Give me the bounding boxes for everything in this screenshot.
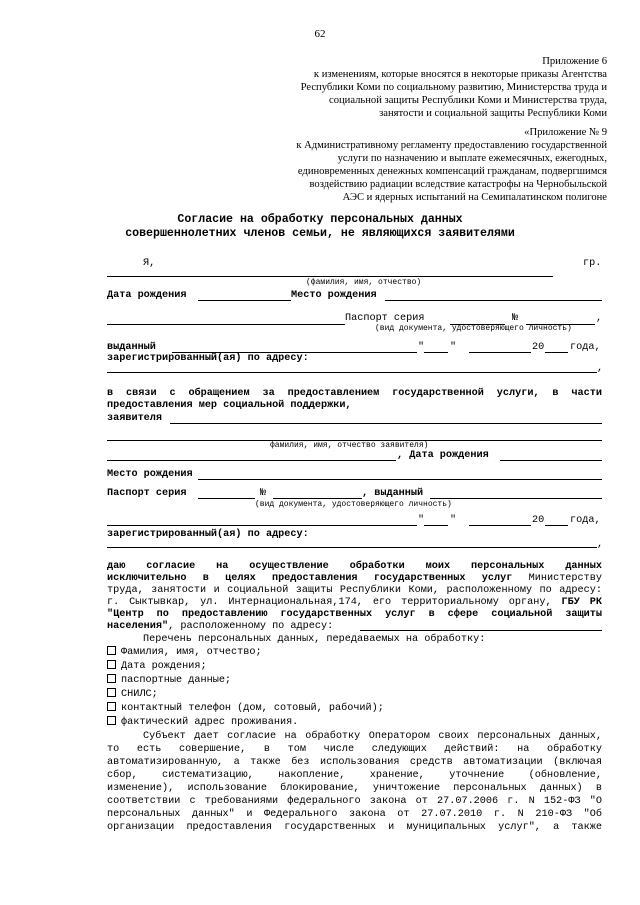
passport-series-field-2[interactable] [198,498,255,499]
comma: , [597,363,604,374]
applicant-caption: фамилия, имя, отчество заявителя) [270,441,429,450]
consent-line: труда, занятости и социальной защиты Республики Коми, расположенному по адресу: [107,585,602,596]
applicant-birth-date-field[interactable] [500,460,602,461]
checkbox-icon[interactable] [107,646,116,655]
issued-month-field-2[interactable] [469,525,531,526]
birth-date-label: Дата рождения [107,290,187,301]
consent-text: г. Сыктывкар, ул. Интернациональная,174, его территориальному органу, [107,597,552,608]
list-item [107,688,158,701]
issued-day-field[interactable] [424,352,448,353]
consent-bold-text: исключительно в целях предоставления государственных услуг [107,573,513,584]
appendix-9-line: единовременных денежных компенсаций гражданам, подвергшимся [297,166,607,177]
appendix-9-line: услуги по назначению и выплате ежемесячных, ежегодных, [337,153,607,164]
consent-line: "Центр по предоставлению государственных услуг в сфере социальной защиты [107,609,602,620]
year-prefix: 20 [532,342,545,353]
registered-label-2: зарегистрированный(ая) по адресу: [107,529,309,540]
checkbox-icon[interactable] [107,702,116,711]
list-intro: Перечень персональных данных, передаваемых на обработку: [143,634,486,645]
checkbox-icon[interactable] [107,674,116,683]
issued-month-field[interactable] [469,352,531,353]
checkbox-icon[interactable] [107,688,116,697]
document-subtitle: совершеннолетних членов семьи, не являющихся заявителями [125,227,515,240]
list-item [107,646,262,659]
list-item [107,702,384,715]
list-item-label: фактический адрес проживания. [121,717,299,728]
paragraph-line: автоматизированную, а также без использования средств автоматизации (включая [107,757,602,768]
registered-address-field[interactable] [107,372,597,373]
list-item-label: паспортные данные; [121,675,232,686]
issued-label: выданный [107,342,156,353]
appendix-6-line: социальной защиты Республики Коми и Министерства труда, [329,95,607,106]
birth-date-field[interactable] [198,300,291,301]
center-address-field[interactable] [360,630,602,631]
paragraph-line: изменение), использование блокирование, уничтожение персональных данных) в [107,783,602,794]
list-item-label: СНИЛС; [121,689,158,700]
year-suffix: года, [570,342,601,353]
passport-label-2: Паспорт серия [107,488,187,499]
passport-prefix-field[interactable] [107,324,345,325]
appendix-9-line: к Административному регламенту предоставлению государственной [296,140,607,151]
appendix-6-line: Республики Коми по социальному развитию, Министерства труда и [300,82,607,93]
birth-place-label-2: Место рождения [107,469,193,480]
checkbox-icon[interactable] [107,660,116,669]
appendix-6-line: Приложение 6 [542,56,607,67]
issued-by-field-2[interactable] [430,498,602,499]
paragraph-line: организации предоставления государственных и муниципальных услуг", а также [107,822,602,833]
paragraph-line: то есть совершение, в том числе следующих действий: на обработку [107,744,602,755]
doc-caption: (вид документа, удостоверяющего личность) [375,324,572,333]
gr-label: гр. [583,258,602,269]
consent-bold-text: ГБУ РК [551,597,602,608]
applicant-field[interactable] [170,423,602,424]
in-connection-text: в связи с обращением за предоставлением государственной услуги, в части [107,388,602,399]
registered-address-field-2[interactable] [107,547,597,548]
consent-text: Министерству [512,573,602,584]
comma-2: , [597,539,604,550]
in-connection-text-2: предоставления мер социальной поддержки, [107,400,352,411]
quote-close-2: " [450,515,457,526]
passport-label: Паспорт серия [345,313,425,324]
consent-bold-text: населения" [107,621,169,632]
checkbox-icon[interactable] [107,716,116,725]
birth-place-label: Место рождения [291,290,377,301]
page-number: 62 [314,28,326,40]
appendix-9-line: АЭС и ядерных испытаний на Семипалатинском полигоне [342,192,607,203]
paragraph-line: Субъект дает согласие на обработку Оператором своих персональных данных, [143,731,602,742]
birth-place-field[interactable] [385,300,602,301]
appendix-6-line: занятости и социальной защиты Республики Коми [379,108,607,119]
list-item-label: контактный телефон (дом, сотовый, рабочий); [121,703,384,714]
appendix-9-line: воздействию радиации вследствие катастрофы на Чернобыльской [309,179,607,190]
list-item-label: Фамилия, имя, отчество; [121,647,262,658]
issued-label-2: , выданный [362,488,424,499]
paragraph-line: сбор, систематизацию, накопление, хранение, уточнение (обновление, [107,770,602,781]
paragraph-line: соответствии с требованиями федерального закона от 27.07.2006 г. N 152-ФЗ "О [107,796,602,807]
number-sign-2: № [260,488,267,499]
year-prefix-2: 20 [532,515,545,526]
issued-by-field-2b[interactable] [107,525,417,526]
quote-open-2: " [418,515,425,526]
list-item [107,660,207,673]
birth-place-field-2[interactable] [198,479,602,480]
doc-caption-2: (вид документа, удостоверяющего личность) [255,500,452,509]
paragraph-line: персональных данных" и Федерального закона от 27.07.2010 г. N 210-ФЗ "Об [107,809,602,820]
registered-label: зарегистрированный(ая) по адресу: [107,353,309,364]
fio-caption: (фамилия, имя, отчество) [306,278,422,287]
appendix-9-line: «Приложение № 9 [524,127,607,138]
issued-year-field-2[interactable] [545,525,568,526]
applicant-birth-date-label: , Дата рождения [397,450,489,461]
consent-line [107,620,333,633]
fio-field[interactable] [107,276,553,277]
document-title: Согласие на обработку персональных данных [177,213,463,226]
issued-day-field-2[interactable] [424,525,448,526]
applicant-label: заявителя [107,413,163,424]
list-item [107,674,231,687]
issued-year-field[interactable] [545,352,568,353]
ya-label: Я, [143,258,156,269]
list-item-label: Дата рождения; [121,661,207,672]
comma: , [596,313,603,324]
quote-close: " [450,342,457,353]
appendix-6-line: к изменениям, которые вносятся в некоторые приказы Агентства [313,69,607,80]
number-sign: № [512,313,519,324]
quote-open: " [418,342,425,353]
year-suffix-2: года, [570,515,601,526]
applicant-fio-field[interactable] [107,460,396,461]
passport-number-field-2[interactable] [273,498,362,499]
consent-text: , расположенному по адресу: [168,621,334,632]
list-item [107,716,298,729]
consent-line: даю согласие на осуществление обработки моих персональных данных [107,561,602,572]
